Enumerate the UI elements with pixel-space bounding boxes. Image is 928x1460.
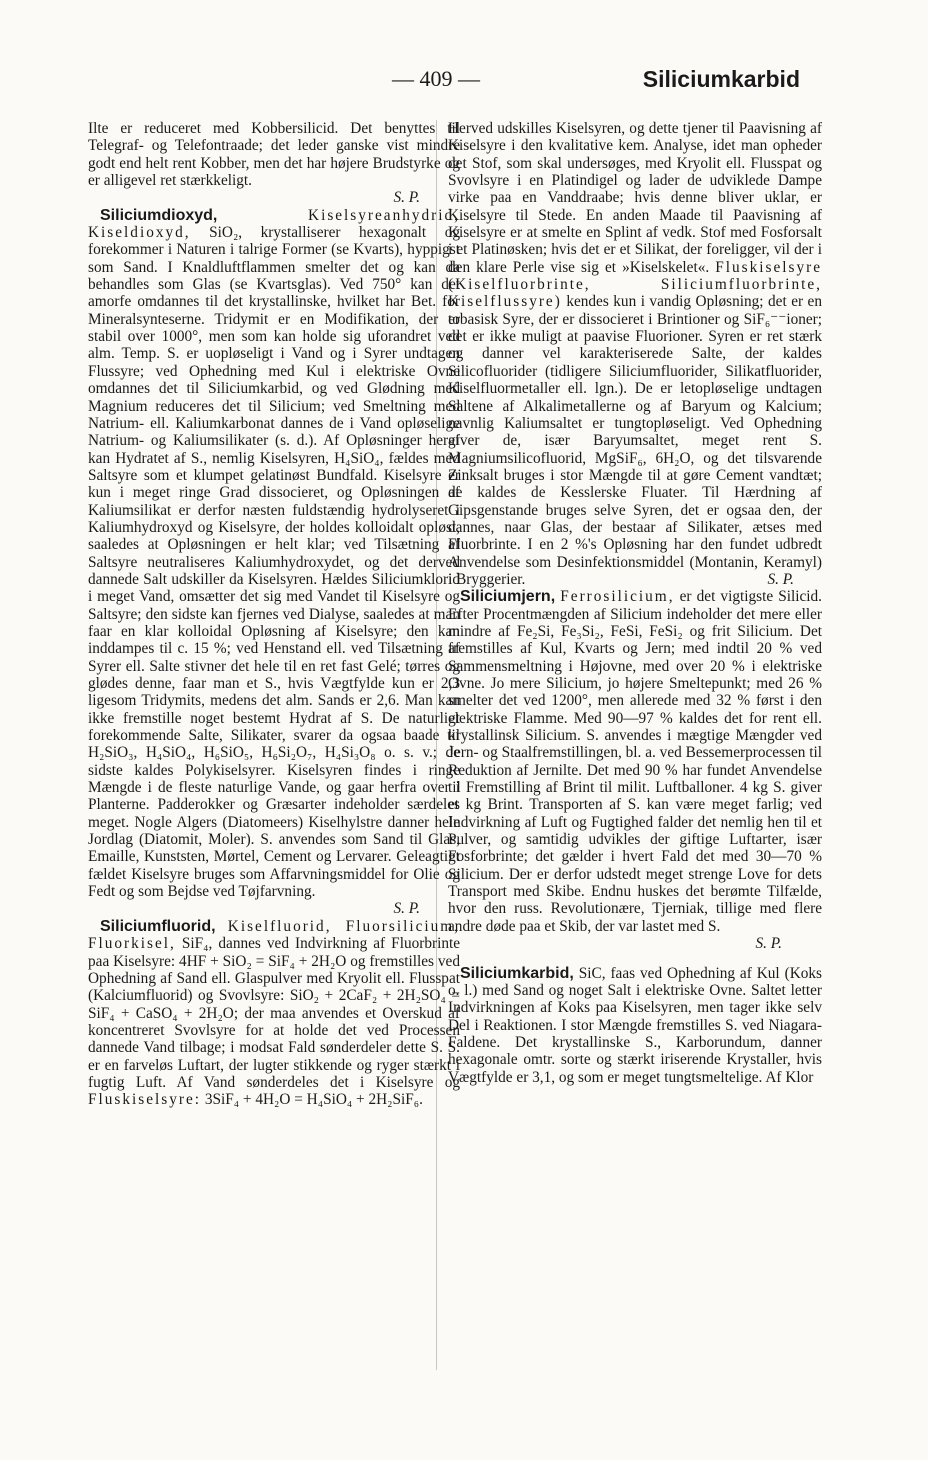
entry-text: SiO₂, krystalliserer hexagonalt og forekommer i Naturen i talrige Former (se Kvarts), hyppigst som Sand. I Knaldluftflammen smelter det og kan da behandles som Glas (se Kvartsglas). Ved 750° kan det amorfe omdannes til det krystallinske, hvilket har Bet. for Mineralsynteserne. Tridymit er en Modifikation, der er stabil over 1000°, men som kan holde sig uforandret ved alm. Temp. S. er uopløseligt i Vand og i Syrer undtagen Flussyre; ved Ophedning med Kul i elektriske Ovne omdannes det til Siliciumkarbid, og ved Glødning med Magnium reduceres det til Silicium; ved Smeltning med Natrium- ell. Kaliumkarbonat dannes de i Vand opløselige Natrium- og Kaliumsilikater (s. d.). Af Opløsninger heraf kan Hydratet af S., nemlig Kiselsyren, H₄SiO₄, fældes med Saltsyre som et klumpet gelatinøst Bundfald. Kiselsyre er kun i meget ringe Grad dissocieret, og Opløsningen af Kaliumsilikat er derfor næsten fuldstændig hydrolyseret i Kaliumhydroxyd og Kiselsyre, der holdes kolloidalt opløst, saaledes at Opløsningen er helt klar; ved Tilsætning af Saltsyre neutraliseres Kaliumhydroxydet, og det derved dannede Salt udskiller da Kiselsyren. Hældes Siliciumklorid i meget Vand, omsætter det sig med Vandet til Kiselsyre og Saltsyre; den sidste kan fjernes ved Dialyse, saaledes at man faar en klar kolloidal Opløsning af Kiselsyre; den kan inddampes til c. 15 %; ved Henstand ell. ved Tilsætning af Syrer ell. Salte stivner det hele til en ret fast Gelé; tørres og glødes denne, faar man et S., hvis Vægtfylde kun er 2,3 ligesom Tridymits, medens det alm. Sands er 2,6. Man kan ikke fremstille noget bestemt Hydrat af S. De naturligt forekommende Salte, Silikater, svarer da ogsaa baade til H₂SiO₃, H₄SiO₄, H₆SiO₅, H₆Si₂O₇, H₄Si₃O₈ o. s. v.; de sidste kaldes Polykiselsyrer. Kiselsyren findes i ringe Mængde i de fleste naturlige Vande, og gaar herfra over i Planterne. Padderokker og Græsarter indeholder særdeles meget. Nogle Algers (Diatomeers) Kiselhylstre danner hele Jordlag (Diatomit, Moler). S. anvendes som Sand til Glas, Emaille, Kunststen, Mørtel, Cement og Lervarer. Geleagtigt fældet Kiselsyre bruges som Affarvningsmiddel for Olie og Fedt og som Bejdse ved Tøjfarvning. bbox=[88, 224, 460, 901]
entry-text: SiF₄, dannes ved Indvirkning af Fluorbrinte paa Kiselsyre: 4HF + SiO₂ = SiF₄ + 2H₂O og fremstilles ved Ophedning af Sand ell. Glaspulver med Kryolit ell. Flusspat (Kalciumfluorid) og Svovlsyre: SiO₂ + 2CaF₂ + 2H₂SO₄ = SiF₄ + CaSO₄ + 2H₂O; der maa anvendes et Overskud af koncentreret Svovlsyre for at holde det ved Processen dannede Vand tilbage; i modsat Fald sønderdeler dette S. S. er en farveløs Luftart, der lugter stikkende og ryger stærkt i fugtig Luft. Af Vand sønderdeles det i Kiselsyre og bbox=[88, 935, 461, 1091]
continued-text: Ilte er reduceret med Kobbersilicid. Det benyttes til Telegraf- og Telefontraade; det leder ganske vist mindre godt end helt rent Kobber, men det har højere Brudstyrke og er alligevel ret stærkkeligt. bbox=[88, 120, 460, 190]
entry-siliciumfluorid bbox=[88, 918, 460, 1109]
entry-term: Siliciumfluorid, bbox=[100, 917, 216, 935]
entry-term: Siliciumkarbid, bbox=[460, 964, 574, 982]
entry-text: SiC, faas ved Ophedning af Kul (Koks o. l.) med Sand og noget Salt i elektriske Ovne. Saltet letter Indvirkningen af Koks paa Kiselsyren, men tager ikke selv Del i Reaktionen. I stor Mængde fremstilles S. ved Niagara-Faldene. Det krystallinske S., Karborundum, danner hexagonale omtr. sorte og stærkt iriserende Krystaller, hvis Vægtfylde er 3,1, og som er meget tungtsmeltelige. Af Klor bbox=[448, 964, 823, 1086]
continued-entry bbox=[88, 120, 460, 207]
entry-text: er det vigtigste Silicid. Efter Procentmængden af Silicium indeholder det mere eller mindre af Fe₂Si, Fe₃Si₂, FeSi, FeSi₂ og frit Silicium. Det fremstilles af Kul, Kvarts og Jern; med indtil 20 % ved Sammensmeltning i Højovne, med over 20 % i elektriske Ovne. Jo mere Silicium, jo højere Smeltepunkt; med 26 % smelter det ved 1200°, men allerede med 32 % først i den elektriske Flamme. Med 90—97 % kaldes det for rent ell. krystallinsk Silicium. S. anvendes i mægtige Mængder ved Jern- og Staalfremstillingen, bl. a. ved Bessemerprocessen til Reduktion af Jernilte. Det med 90 % har fundet Anvendelse til Fremstilling af Brint til milit. Luftballoner. 4 kg S. giver et kg Brint. Transporten af S. kan være meget farlig; ved Indvirkning af Luft og Fugtighed falder det nemlig hen til et Pulver, og samtidig udvikles der giftige Luftarter, især Fosforbrinte; det gælder i hvert Fald det med 30—70 % Silicium. Der er derfor udstedt meget strenge Love for dets Transport med Skibe. Endnu huskes det berømte Tilfælde, hvor den russ. Revolutionære, Tjerniak, tillige med flere andre døde paa et Skib, der var lastet med S. bbox=[448, 588, 823, 935]
entry-synonyms: Kiselfluorid, Fluorsilicium, Fluorkisel, bbox=[88, 917, 460, 953]
right-column bbox=[448, 120, 822, 1086]
entry-siliciumdioxyd bbox=[88, 207, 460, 918]
entry-siliciumjern bbox=[448, 588, 822, 952]
entry-synonyms: Ferrosilicium, bbox=[560, 588, 675, 606]
page-number: — 409 — bbox=[392, 66, 480, 91]
running-head: Siliciumkarbid bbox=[642, 66, 800, 92]
entry-emphasis: Fluskiselsyre: bbox=[88, 1091, 201, 1109]
entry-synonyms: Kiselsyreanhydrid, Kiseldioxyd, bbox=[88, 206, 460, 242]
signature: S. P. bbox=[393, 189, 420, 207]
signature: S. P. bbox=[755, 935, 782, 953]
signature: S. P. bbox=[767, 570, 794, 588]
continued-text: Herved udskilles Kiselsyren, og dette tjener til Paavisning af Kiselsyre i den kvalitative kem. Analyse, idet man opheder det Stof, som skal undersøges, med Kryolit ell. Flusspat og Svovlsyre i en Platindigel og lader de udviklede Dampe virke paa en Vanddraabe; hvis denne bliver uklar, er Kiselsyre til Stede. En anden Maade til Paavisning af Kiselsyre er at smelte en Splint af vedk. Stof med Fosforsalt i et Platinøsken; hvis det er et Silikat, der foreligger, vil der i den klare Perle vise sig et »Kiselskelet«. bbox=[448, 120, 822, 276]
entry-term: Siliciumdioxyd, bbox=[100, 206, 218, 224]
left-column bbox=[88, 120, 460, 1109]
entry-emphasis: Fluskiselsyre (Kiselfluorbrinte, Siliciumfluorbrinte, Kiselflussyre) bbox=[448, 258, 822, 311]
entry-siliciumkarbid bbox=[448, 965, 822, 1086]
continued-entry bbox=[448, 120, 822, 588]
signature: S. P. bbox=[393, 900, 420, 918]
page-header bbox=[0, 66, 928, 96]
continued-text-b: kendes kun i vandig Opløsning; det er en tobasisk Syre, der er dissocieret i Brintioner og SiF₆⁻⁻ioner; det er ikke muligt at paavise Fluorioner. Syren er ret stærk og danner vel karakteriserede Salte, der kaldes Silicofluorider (tidligere Siliciumfluorider, Silikatfluorider, Kiselfluormetaller ell. lgn.). De er letopløselige undtagen Saltene af Alkalimetallerne og af Baryum og Kalcium; navnlig Kaliumsaltet er tungtopløseligt. Ved Ophedning giver de, især Baryumsaltet, meget rent S. Magniumsilicofluorid, MgSiF₆, 6H₂O, og det tilsvarende Zinksalt bruges i stor Mængde til at gøre Cement vandtæt; de kaldes de Kesslerske Fluater. Til Hærdning af Gipsgenstande bruges selve Syren, det er ogsaa den, der dannes, naar Glas, der bestaar af Silikater, ætses med Fluorbrinte. I en 2 %'s Opløsning har den fundet udbredt Anvendelse som Desinfektionsmiddel (Montanin, Keramyl) i Bryggerier. bbox=[448, 293, 822, 588]
entry-term: Siliciumjern, bbox=[460, 588, 556, 606]
entry-text-end: 3SiF₄ + 4H₂O = H₄SiO₄ + 2H₂SiF₆. bbox=[204, 1091, 423, 1109]
spacer bbox=[448, 953, 822, 965]
